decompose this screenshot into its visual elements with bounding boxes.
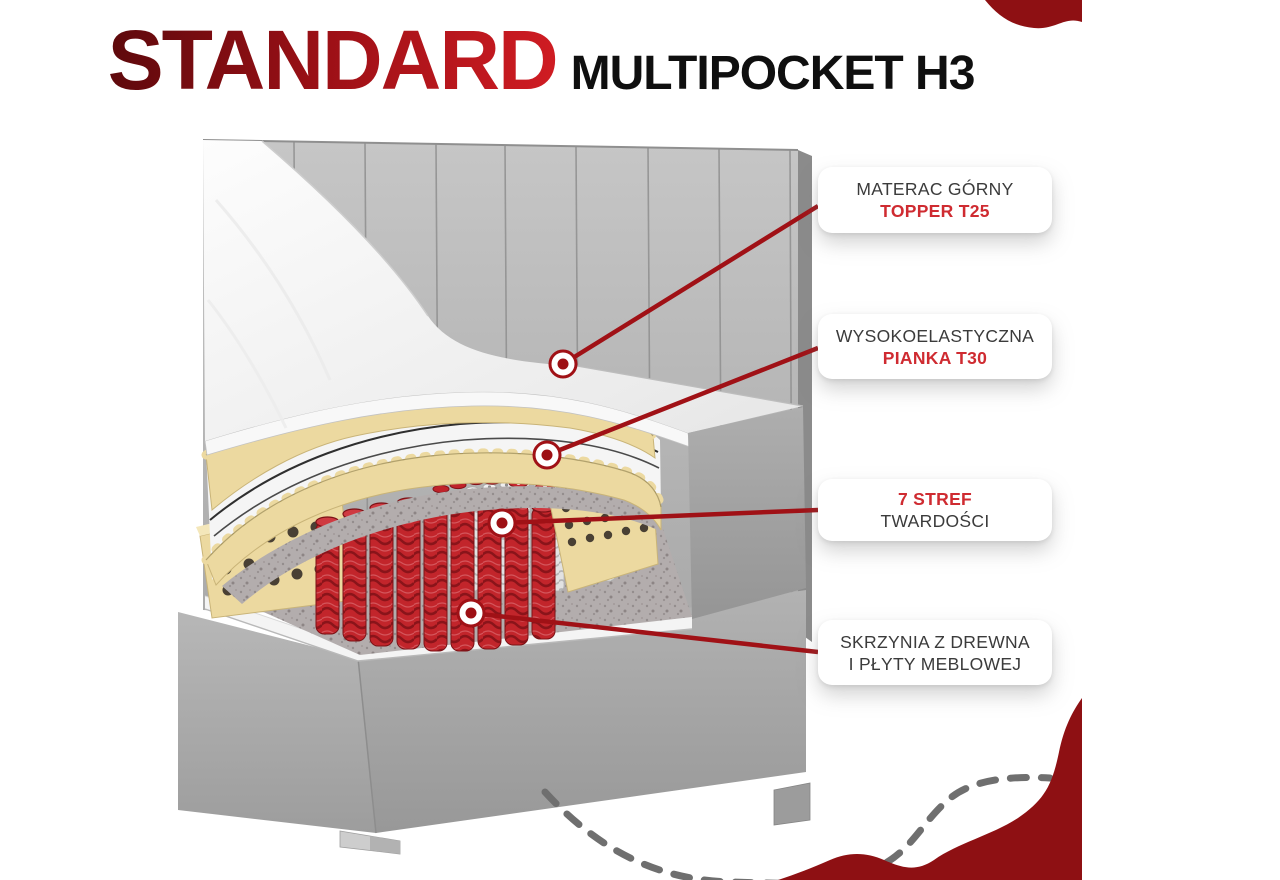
callout-dot-box bbox=[458, 600, 484, 626]
bottom-right-blob-decoration bbox=[778, 698, 1082, 880]
callout-dot-foam bbox=[534, 442, 560, 468]
callout-text-line1: MATERAC GÓRNY bbox=[856, 179, 1014, 199]
page-title bbox=[0, 13, 1082, 107]
callout-card-zones bbox=[818, 479, 1052, 541]
callout-text-line2: TOPPER T25 bbox=[880, 201, 990, 221]
callout-dot-topper bbox=[550, 351, 576, 377]
title-brand: STANDARD bbox=[107, 13, 557, 107]
title-model: MULTIPOCKET H3 bbox=[570, 47, 975, 100]
bed-leg bbox=[340, 831, 400, 854]
callout-text-line2: TWARDOŚCI bbox=[880, 511, 990, 531]
bed-leg bbox=[774, 783, 810, 825]
callout-text-line1: 7 STREF bbox=[897, 489, 973, 509]
callout-text-line2: I PŁYTY MEBLOWEJ bbox=[848, 653, 1022, 674]
callout-text-line2: PIANKA T30 bbox=[882, 347, 988, 368]
callout-card-box bbox=[818, 620, 1052, 685]
callout-dot-zones bbox=[489, 510, 515, 536]
callout-text-line1: SKRZYNIA Z DREWNA bbox=[840, 631, 1030, 652]
callout-card-topper bbox=[818, 167, 1052, 233]
callout-card-foam bbox=[818, 314, 1052, 379]
callout-text-line1: WYSOKOELASTYCZNA bbox=[835, 325, 1035, 346]
